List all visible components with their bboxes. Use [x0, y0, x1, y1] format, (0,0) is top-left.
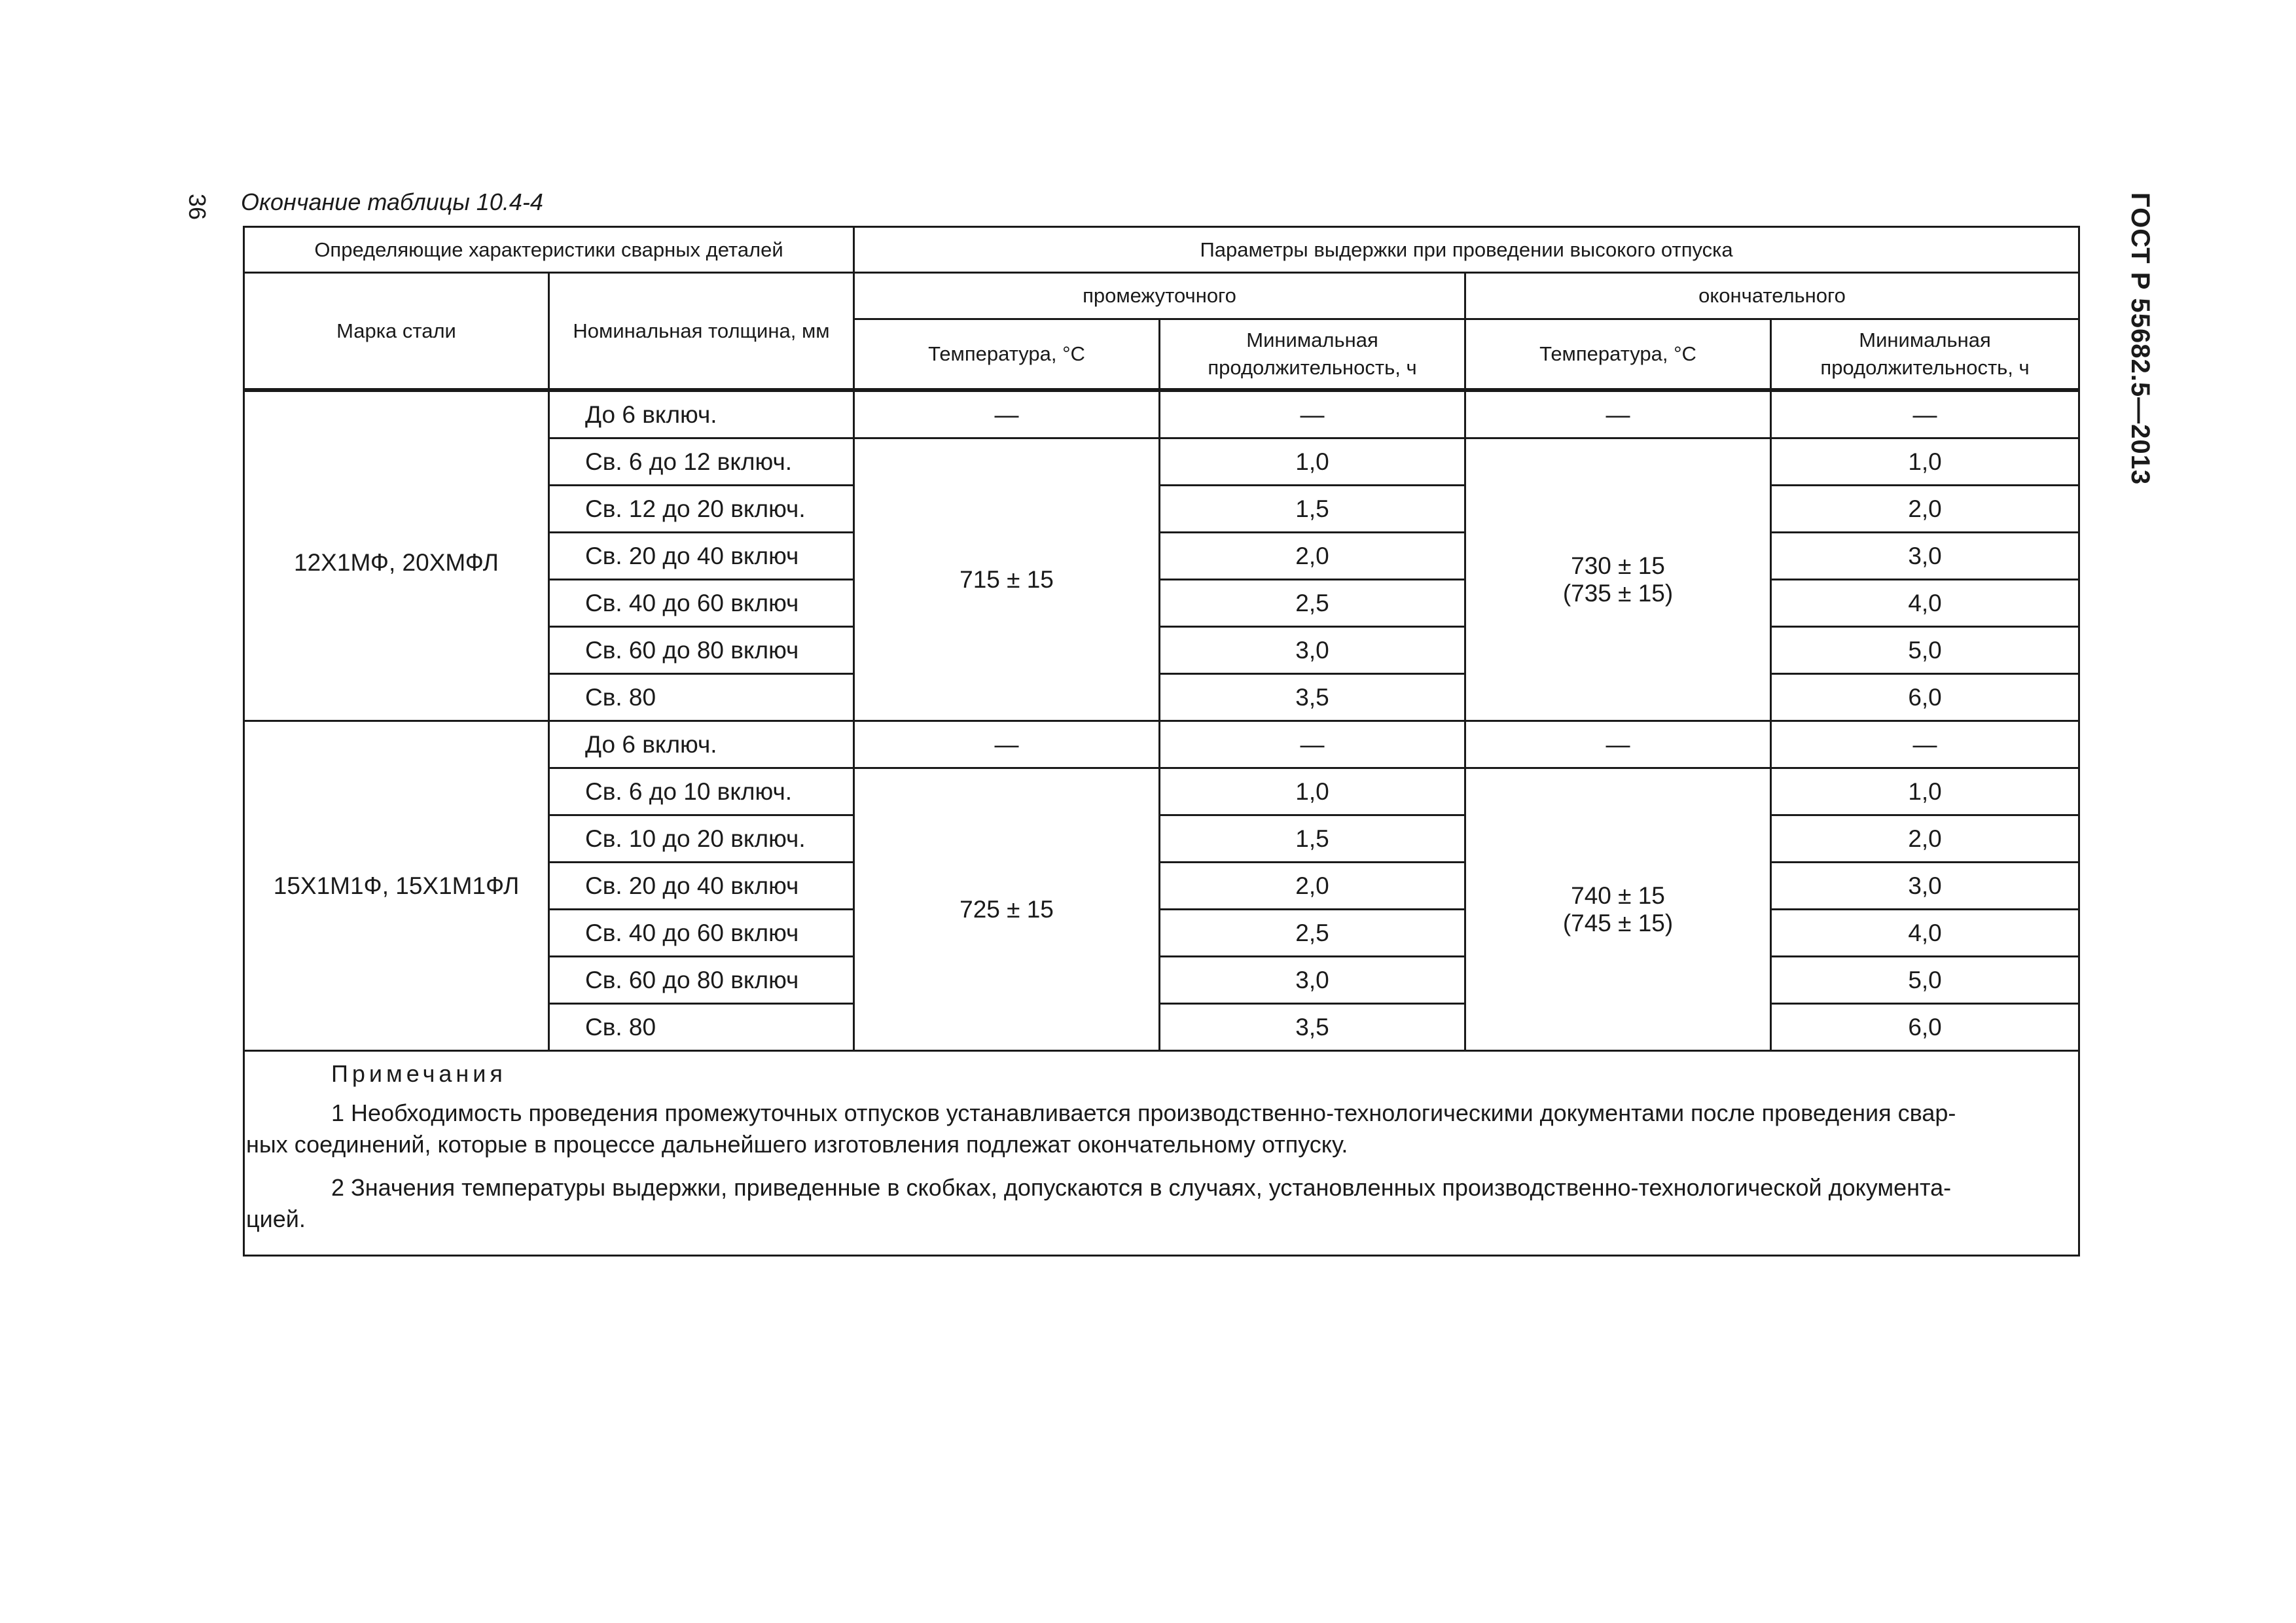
temp-final-cell: — — [1465, 721, 1771, 768]
notes-title: Примечания — [331, 1060, 507, 1087]
temp-final-value: 730 ± 15 — [1571, 552, 1665, 579]
duration-final-cell: 1,0 — [1771, 768, 2079, 815]
temp-intermediate-cell: — — [854, 721, 1160, 768]
notes-row — [244, 1051, 2079, 1256]
thickness-cell: Св. 80 — [549, 1004, 854, 1051]
thickness-cell: Св. 40 до 60 включ — [549, 910, 854, 957]
duration-intermediate-cell: 3,0 — [1160, 627, 1465, 674]
header-intermediate: промежуточного — [854, 273, 1465, 319]
duration-intermediate-cell: 2,0 — [1160, 533, 1465, 580]
thickness-cell: До 6 включ. — [549, 721, 854, 768]
steel-grade-cell: 12Х1МФ, 20ХМФЛ — [244, 391, 549, 721]
duration-intermediate-cell: 2,5 — [1160, 910, 1465, 957]
duration-final-cell: 2,0 — [1771, 486, 2079, 533]
thickness-cell: Св. 20 до 40 включ — [549, 533, 854, 580]
note-2 — [245, 1172, 2078, 1235]
header-steel-grade: Марка стали — [244, 273, 549, 389]
duration-intermediate-cell: 2,0 — [1160, 863, 1465, 910]
duration-intermediate-cell: — — [1160, 721, 1465, 768]
header-final: окончательного — [1465, 273, 2079, 319]
table-row — [244, 391, 2079, 438]
header-duration-intermediate: Минимальная продолжительность, ч — [1160, 319, 1465, 389]
temp-intermediate-merged: 715 ± 15 — [854, 438, 1160, 721]
temp-final-merged — [1465, 768, 1771, 1051]
temp-final-alt-value: (745 ± 15) — [1562, 909, 1674, 936]
header-row-2 — [244, 273, 2079, 319]
duration-intermediate-cell: 3,5 — [1160, 1004, 1465, 1051]
thickness-cell: Св. 60 до 80 включ — [549, 627, 854, 674]
thickness-cell: До 6 включ. — [549, 391, 854, 438]
header-row-1 — [244, 227, 2079, 273]
table-caption: Окончание таблицы 10.4-4 — [241, 188, 543, 215]
duration-intermediate-cell: 3,0 — [1160, 957, 1465, 1004]
duration-final-cell: 3,0 — [1771, 533, 2079, 580]
duration-intermediate-cell: 3,5 — [1160, 674, 1465, 721]
duration-intermediate-cell: 1,5 — [1160, 815, 1465, 863]
duration-final-cell: 6,0 — [1771, 674, 2079, 721]
notes-cell — [244, 1051, 2079, 1256]
duration-final-cell: 5,0 — [1771, 957, 2079, 1004]
duration-final-cell: 1,0 — [1771, 438, 2079, 486]
header-temp-intermediate: Температура, °С — [854, 319, 1160, 389]
duration-final-cell: 4,0 — [1771, 580, 2079, 627]
header-duration-final: Минимальная продолжительность, ч — [1771, 319, 2079, 389]
header-thickness: Номинальная толщина, мм — [549, 273, 854, 389]
note-2-line-2: цией. — [246, 1205, 306, 1232]
thickness-cell: Св. 12 до 20 включ. — [549, 486, 854, 533]
page-number: 36 — [184, 194, 211, 221]
duration-intermediate-cell: 2,5 — [1160, 580, 1465, 627]
duration-final-cell: — — [1771, 721, 2079, 768]
table-row — [244, 721, 2079, 768]
thickness-cell: Св. 6 до 12 включ. — [549, 438, 854, 486]
temp-intermediate-cell: — — [854, 391, 1160, 438]
steel-grade-cell: 15Х1М1Ф, 15Х1М1ФЛ — [244, 721, 549, 1051]
header-temp-final: Температура, °С — [1465, 319, 1771, 389]
duration-final-cell: — — [1771, 391, 2079, 438]
temp-intermediate-merged: 725 ± 15 — [854, 768, 1160, 1051]
temp-final-value: 740 ± 15 — [1571, 882, 1665, 909]
duration-intermediate-cell: 1,5 — [1160, 486, 1465, 533]
duration-intermediate-cell: 1,0 — [1160, 438, 1465, 486]
tempering-table — [243, 226, 2080, 1257]
note-1-line-1: 1 Необходимость проведения промежуточных отпусков устанавливается производственно-технологическими документами после проведения свар- — [331, 1099, 1956, 1126]
thickness-cell: Св. 20 до 40 включ — [549, 863, 854, 910]
duration-final-cell: 6,0 — [1771, 1004, 2079, 1051]
duration-final-cell: 4,0 — [1771, 910, 2079, 957]
header-group-characteristics: Определяющие характеристики сварных деталей — [244, 227, 854, 273]
note-1-line-2: ных соединений, которые в процессе дальнейшего изготовления подлежат окончательному отпуску. — [246, 1131, 1348, 1158]
header-group-parameters: Параметры выдержки при проведении высокого отпуска — [854, 227, 2079, 273]
duration-final-cell: 5,0 — [1771, 627, 2079, 674]
standard-designation: ГОСТ Р 55682.5—2013 — [2126, 192, 2155, 486]
duration-final-cell: 2,0 — [1771, 815, 2079, 863]
note-1 — [245, 1097, 2078, 1160]
duration-intermediate-cell: 1,0 — [1160, 768, 1465, 815]
thickness-cell: Св. 6 до 10 включ. — [549, 768, 854, 815]
note-2-line-1: 2 Значения температуры выдержки, приведенные в скобках, допускаются в случаях, установленных производственно-технологической документа- — [331, 1174, 1952, 1201]
thickness-cell: Св. 10 до 20 включ. — [549, 815, 854, 863]
temp-final-cell: — — [1465, 391, 1771, 438]
thickness-cell: Св. 80 — [549, 674, 854, 721]
duration-intermediate-cell: — — [1160, 391, 1465, 438]
thickness-cell: Св. 40 до 60 включ — [549, 580, 854, 627]
temp-final-merged — [1465, 438, 1771, 721]
temp-final-alt-value: (735 ± 15) — [1562, 579, 1674, 607]
thickness-cell: Св. 60 до 80 включ — [549, 957, 854, 1004]
duration-final-cell: 3,0 — [1771, 863, 2079, 910]
